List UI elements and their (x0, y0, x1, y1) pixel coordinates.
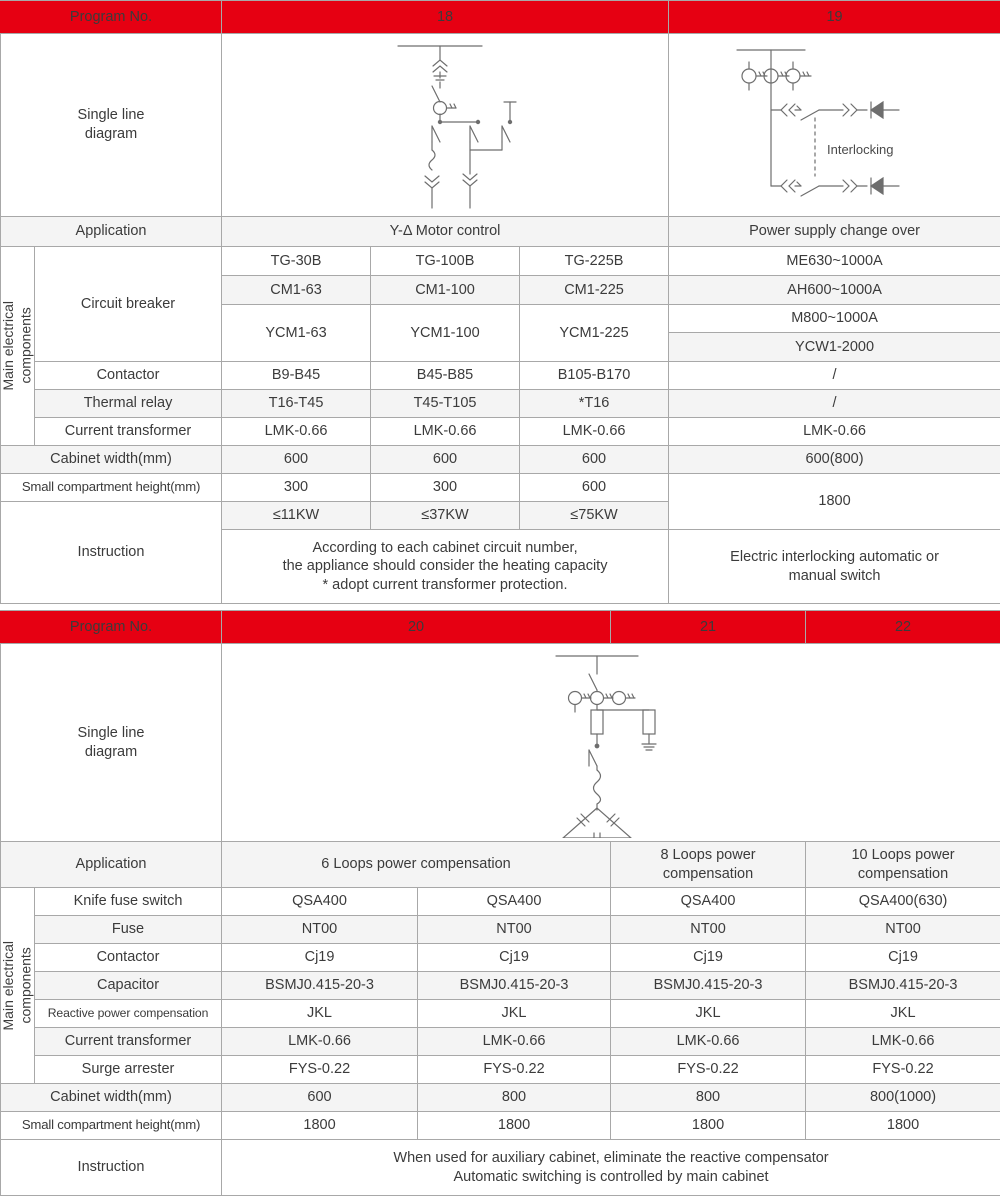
application-value-22 (806, 842, 1000, 888)
circuit-breaker-row-1 (1, 247, 1000, 276)
instruction-row-bottom (1, 1140, 1000, 1196)
cabinet-width-21: 800 (611, 1084, 806, 1112)
circuit-breaker-19-3 (669, 305, 1000, 362)
instruction-label-bottom: Instruction (1, 1140, 222, 1196)
reactive-power-compensation-row (1, 1000, 1000, 1028)
single-line-diagram-label-bottom-line1: Single line (77, 724, 145, 741)
circuit-breaker-18a-3: YCM1-63 (222, 305, 371, 362)
circuit-breaker-19-2: AH600~1000A (669, 276, 1000, 305)
main-electrical-components-label (1, 247, 35, 446)
circuit-breaker-label: Circuit breaker (35, 247, 222, 362)
reactive-power-compensation-label: Reactive power compensation (35, 1000, 222, 1028)
program-number-19: 19 (669, 1, 1000, 34)
small-compartment-height-19: 1800 (669, 474, 1000, 530)
instruction-18-line1: According to each cabinet circuit number, (312, 539, 578, 556)
application-label-bottom: Application (1, 842, 222, 888)
reactive-power-compensation-21: JKL (611, 1000, 806, 1028)
knife-fuse-switch-label: Knife fuse switch (35, 888, 222, 916)
fuse-22: NT00 (806, 916, 1000, 944)
reactive-power-compensation-22: JKL (806, 1000, 1000, 1028)
cabinet-width-20b: 800 (418, 1084, 611, 1112)
instruction-value-bottom (222, 1140, 1000, 1196)
current-transformer-20b: LMK-0.66 (418, 1028, 611, 1056)
contactor-18b: B45-B85 (371, 362, 520, 390)
current-transformer-18c: LMK-0.66 (520, 418, 669, 446)
circuit-breaker-19-3a: M800~1000A (669, 305, 1000, 333)
main-electrical-components-bottom-line2: components (17, 947, 34, 1024)
cabinet-width-18c: 600 (520, 446, 669, 474)
contactor-19: / (669, 362, 1000, 390)
reactive-power-compensation-20b: JKL (418, 1000, 611, 1028)
application-21-line1: 8 Loops power (660, 846, 756, 863)
application-row-top (1, 217, 1000, 247)
power-rating-18c: ≤75KW (520, 502, 669, 530)
circuit-breaker-18c-1: TG-225B (520, 247, 669, 276)
thermal-relay-row (1, 390, 1000, 418)
instruction-18-line2: the appliance should consider the heating capacity (282, 558, 608, 575)
program-number-18: 18 (222, 1, 669, 34)
program-header-row-top (1, 1, 1000, 34)
program-no-label: Program No. (1, 1, 222, 34)
circuit-breaker-18c-3: YCM1-225 (520, 305, 669, 362)
instruction-value-19 (669, 530, 1000, 604)
cabinet-width-label-bottom: Cabinet width(mm) (1, 1084, 222, 1112)
circuit-breaker-18c-2: CM1-225 (520, 276, 669, 305)
circuit-breaker-18b-1: TG-100B (371, 247, 520, 276)
fuse-row (1, 916, 1000, 944)
current-transformer-18b: LMK-0.66 (371, 418, 520, 446)
small-compartment-height-20: 1800 (222, 1112, 418, 1140)
spec-table-programs-20-22 (0, 610, 1000, 1196)
main-electrical-components-line1: Main electrical (0, 301, 16, 391)
capacitor-20b: BSMJ0.415-20-3 (418, 972, 611, 1000)
application-value-21 (611, 842, 806, 888)
interlocking-label: Interlocking (826, 141, 894, 157)
program-no-label-bottom: Program No. (1, 611, 222, 644)
circuit-breaker-18a-2: CM1-63 (222, 276, 371, 305)
surge-arrester-20b: FYS-0.22 (418, 1056, 611, 1084)
surge-arrester-label: Surge arrester (35, 1056, 222, 1084)
main-electrical-components-line2: components (17, 307, 34, 385)
circuit-diagram-20-svg (511, 648, 711, 838)
application-value-18: Y-Δ Motor control (222, 217, 669, 247)
current-transformer-row-bottom (1, 1028, 1000, 1056)
small-compartment-height-row-bottom (1, 1112, 1000, 1140)
contactor-18c: B105-B170 (520, 362, 669, 390)
capacitor-20: BSMJ0.415-20-3 (222, 972, 418, 1000)
capacitor-22: BSMJ0.415-20-3 (806, 972, 1000, 1000)
contactor-20: Cj19 (222, 944, 418, 972)
single-line-diagram-label-line1: Single line (77, 107, 145, 124)
small-compartment-height-20b: 1800 (418, 1112, 611, 1140)
current-transformer-21: LMK-0.66 (611, 1028, 806, 1056)
single-line-diagram-label-bottom-line2: diagram (84, 743, 138, 760)
instruction-18-line3: * adopt current transformer protection. (322, 576, 568, 593)
cabinet-width-label: Cabinet width(mm) (1, 446, 222, 474)
single-line-diagram-label-line2: diagram (84, 126, 138, 142)
power-rating-18a: ≤11KW (222, 502, 371, 530)
small-compartment-height-18c: 600 (520, 474, 669, 502)
contactor-label: Contactor (35, 362, 222, 390)
small-compartment-height-21: 1800 (611, 1112, 806, 1140)
cabinet-width-row-bottom (1, 1084, 1000, 1112)
application-label: Application (1, 217, 222, 247)
single-line-diagram-row-bottom (1, 644, 1000, 842)
knife-fuse-switch-20: QSA400 (222, 888, 418, 916)
fuse-20: NT00 (222, 916, 418, 944)
program-header-row-bottom (1, 611, 1000, 644)
surge-arrester-21: FYS-0.22 (611, 1056, 806, 1084)
program-number-20: 20 (222, 611, 611, 644)
surge-arrester-row (1, 1056, 1000, 1084)
contactor-21: Cj19 (611, 944, 806, 972)
current-transformer-label-bottom: Current transformer (35, 1028, 222, 1056)
small-compartment-height-label: Small compartment height(mm) (1, 474, 222, 502)
single-line-diagram-label (1, 34, 222, 217)
instruction-value-18 (222, 530, 669, 604)
circuit-breaker-18a-1: TG-30B (222, 247, 371, 276)
cabinet-width-20: 600 (222, 1084, 418, 1112)
application-22-line1: 10 Loops power (851, 846, 955, 863)
thermal-relay-18b: T45-T105 (371, 390, 520, 418)
fuse-label: Fuse (35, 916, 222, 944)
application-value-20: 6 Loops power compensation (222, 842, 611, 888)
circuit-breaker-18b-2: CM1-100 (371, 276, 520, 305)
thermal-relay-18c: *T16 (520, 390, 669, 418)
surge-arrester-22: FYS-0.22 (806, 1056, 1000, 1084)
circuit-breaker-19-3b: YCW1-2000 (669, 333, 1000, 361)
knife-fuse-switch-20b: QSA400 (418, 888, 611, 916)
contactor-18a: B9-B45 (222, 362, 371, 390)
small-compartment-height-22: 1800 (806, 1112, 1000, 1140)
power-rating-18b: ≤37KW (371, 502, 520, 530)
single-line-diagram-18 (222, 34, 669, 217)
contactor-row-bottom (1, 944, 1000, 972)
instruction-label-top: Instruction (1, 502, 222, 604)
cabinet-width-row-top (1, 446, 1000, 474)
instruction-19-line1: Electric interlocking automatic or (730, 548, 939, 565)
program-number-21: 21 (611, 611, 806, 644)
program-number-22: 22 (806, 611, 1000, 644)
small-compartment-height-18b: 300 (371, 474, 520, 502)
main-electrical-components-label-bottom (1, 888, 35, 1084)
small-compartment-height-label-bottom: Small compartment height(mm) (1, 1112, 222, 1140)
contactor-row-top (1, 362, 1000, 390)
circuit-diagram-18-svg (370, 38, 520, 213)
cabinet-width-19: 600(800) (669, 446, 1000, 474)
thermal-relay-18a: T16-T45 (222, 390, 371, 418)
circuit-breaker-19-1: ME630~1000A (669, 247, 1000, 276)
current-transformer-22: LMK-0.66 (806, 1028, 1000, 1056)
fuse-20b: NT00 (418, 916, 611, 944)
current-transformer-19: LMK-0.66 (669, 418, 1000, 446)
cabinet-width-18b: 600 (371, 446, 520, 474)
reactive-power-compensation-20: JKL (222, 1000, 418, 1028)
knife-fuse-switch-row (1, 888, 1000, 916)
surge-arrester-20: FYS-0.22 (222, 1056, 418, 1084)
single-line-diagram-row-top (1, 34, 1000, 217)
current-transformer-20: LMK-0.66 (222, 1028, 418, 1056)
application-value-19: Power supply change over (669, 217, 1000, 247)
application-22-line2: compensation (857, 865, 949, 882)
instruction-bottom-line2: Automatic switching is controlled by main cabinet (453, 1168, 769, 1185)
contactor-22: Cj19 (806, 944, 1000, 972)
instruction-19-line2: manual switch (788, 567, 881, 584)
circuit-diagram-19-svg (715, 38, 955, 213)
thermal-relay-19: / (669, 390, 1000, 418)
fuse-21: NT00 (611, 916, 806, 944)
application-21-line2: compensation (662, 865, 754, 882)
application-row-bottom (1, 842, 1000, 888)
contactor-label-bottom: Contactor (35, 944, 222, 972)
circuit-breaker-18b-3: YCM1-100 (371, 305, 520, 362)
knife-fuse-switch-21: QSA400 (611, 888, 806, 916)
main-electrical-components-bottom-line1: Main electrical (0, 940, 16, 1031)
single-line-diagram-20-22 (222, 644, 1000, 842)
cabinet-width-22: 800(1000) (806, 1084, 1000, 1112)
single-line-diagram-19 (669, 34, 1000, 217)
knife-fuse-switch-22: QSA400(630) (806, 888, 1000, 916)
single-line-diagram-label-bottom (1, 644, 222, 842)
capacitor-21: BSMJ0.415-20-3 (611, 972, 806, 1000)
small-compartment-height-row-top (1, 474, 1000, 502)
small-compartment-height-18a: 300 (222, 474, 371, 502)
current-transformer-18a: LMK-0.66 (222, 418, 371, 446)
contactor-20b: Cj19 (418, 944, 611, 972)
instruction-bottom-line1: When used for auxiliary cabinet, eliminate the reactive compensator (393, 1149, 829, 1166)
capacitor-label: Capacitor (35, 972, 222, 1000)
current-transformer-label: Current transformer (35, 418, 222, 446)
current-transformer-row-top (1, 418, 1000, 446)
capacitor-row (1, 972, 1000, 1000)
cabinet-width-18a: 600 (222, 446, 371, 474)
thermal-relay-label: Thermal relay (35, 390, 222, 418)
